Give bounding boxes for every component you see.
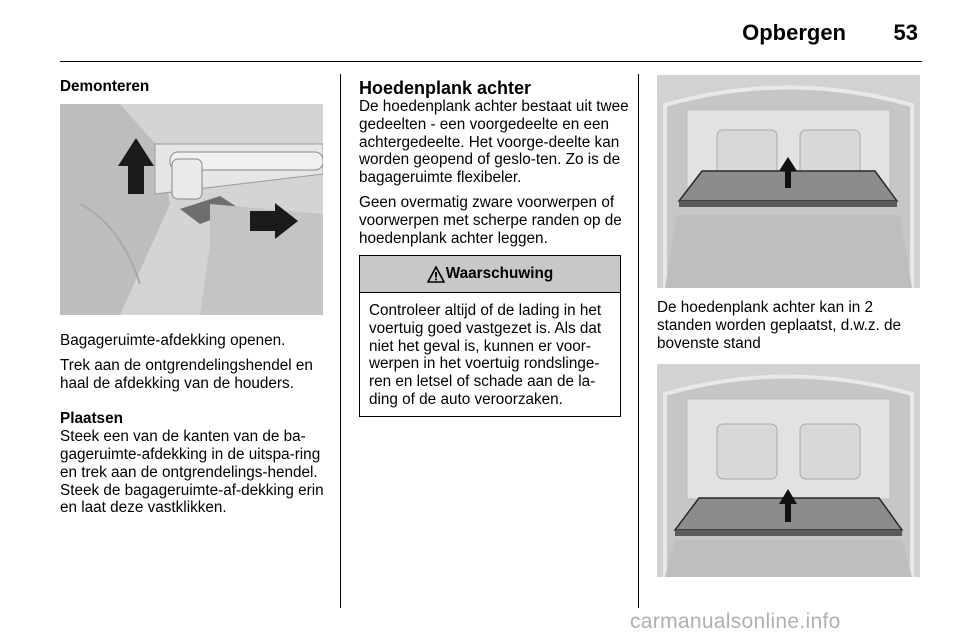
paragraph-release-lever: Trek aan de ontgrendelingshendel en haal de afdekking van de houders.	[60, 356, 313, 392]
column-1	[60, 78, 325, 96]
column-divider-1	[340, 74, 341, 608]
paragraph-install-cover: Steek een van de kanten van de ba-gageruimte-afdekking in de uitspa-ring en trek aan de ontgrendelings-hendel. Steek de bagageruimte-af-dekking erin en laat deze vastklikken.	[60, 428, 324, 517]
figure-cover-release-drawing	[60, 104, 323, 315]
warning-text: Controleer altijd of de lading in het voertuig goed vastgezet is. Als dat niet het geval is, kunnen er voor-werpen in het voertuig rondslinge-ren en letsel of schade aan de la-ding of de auto veroorzaken.	[369, 302, 602, 408]
column-3-text	[657, 299, 922, 352]
figure-shelf-lower-view	[657, 364, 920, 577]
watermark: carmanualsonline.info	[630, 610, 841, 633]
section-heading-demonteren: Demonteren	[60, 78, 150, 95]
column-2	[359, 78, 629, 247]
paragraph-shelf-description: De hoedenplank achter bestaat uit twee gedeelten - een voorgedeelte en een achtergedeelte. Het voorge-deelte kan worden geopend of geslo-ten. Zo is de bagageruimte flexibeler.	[359, 98, 629, 187]
warning-title: Waarschuwing	[445, 265, 554, 282]
figure-shelf-upper-view	[657, 75, 920, 288]
warning-box	[359, 255, 621, 417]
warning-header	[360, 256, 620, 293]
section-title-hoedenplank: Hoedenplank achter	[359, 78, 532, 98]
caption-cover-open: Bagageruimte-afdekking openen.	[60, 332, 286, 349]
caption-shelf-positions: De hoedenplank achter kan in 2 standen worden geplaatst, d.w.z. de bovenste stand	[657, 299, 902, 352]
figure-cover-release	[60, 104, 323, 315]
column-1-text	[60, 332, 330, 517]
figure-shelf-lower-drawing	[657, 364, 920, 577]
paragraph-shelf-load-note: Geen overmatig zware voorwerpen of voorwerpen met scherpe randen op de hoedenplank achter leggen.	[359, 193, 622, 247]
figure-shelf-upper-drawing	[657, 75, 920, 288]
page-header-title: Opbergen	[742, 20, 846, 45]
header-divider	[60, 61, 922, 62]
section-heading-plaatsen: Plaatsen	[60, 410, 123, 428]
column-divider-2	[638, 74, 639, 608]
warning-triangle-icon	[427, 266, 445, 283]
page-number: 53	[893, 20, 918, 45]
